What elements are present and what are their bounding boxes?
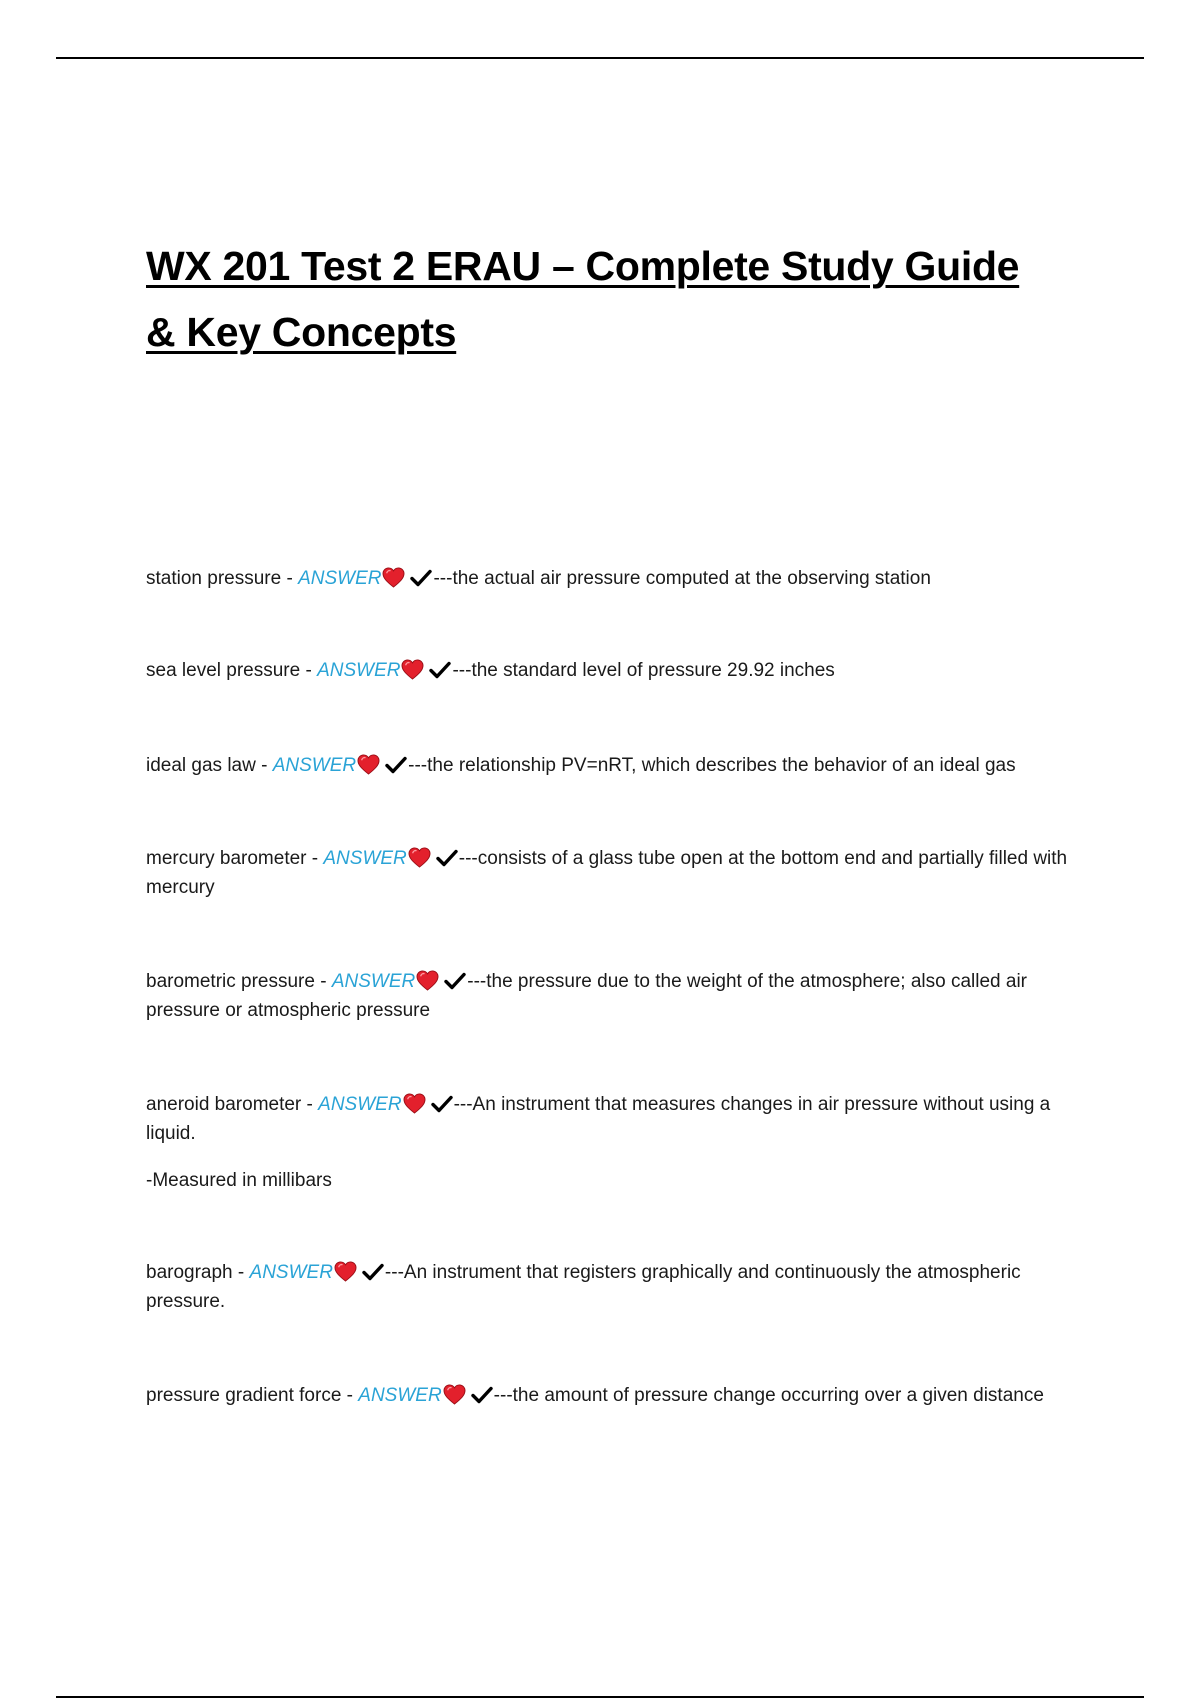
title-line-2: & Key Concepts bbox=[146, 309, 457, 355]
answer-label: ANSWER bbox=[317, 660, 401, 681]
entry-term: barometric pressure - bbox=[146, 971, 332, 992]
qa-entry-sea-level-pressure bbox=[146, 656, 1096, 685]
qa-entry-station-pressure bbox=[146, 564, 1096, 593]
entry-definition: ---An instrument that registers graphically and continuously the atmospheric pressure. bbox=[146, 1262, 1021, 1312]
entry-definition: ---the standard level of pressure 29.92 inches bbox=[452, 660, 835, 681]
red-heart-icon bbox=[401, 659, 424, 680]
red-heart-icon bbox=[403, 1093, 426, 1114]
entry-term: barograph - bbox=[146, 1262, 250, 1283]
answer-label: ANSWER bbox=[249, 1262, 333, 1283]
entry-term: aneroid barometer - bbox=[146, 1094, 319, 1115]
top-rule bbox=[56, 57, 1144, 59]
title-line-1: WX 201 Test 2 ERAU – Complete Study Guide bbox=[146, 243, 1020, 289]
entry-definition: ---An instrument that measures changes in air pressure without using a liquid. bbox=[146, 1094, 1051, 1144]
check-mark-icon bbox=[429, 661, 451, 679]
red-heart-icon bbox=[416, 970, 439, 991]
check-mark-icon bbox=[410, 569, 432, 587]
check-mark-icon bbox=[436, 849, 458, 867]
entry-definition: ---the actual air pressure computed at the observing station bbox=[433, 568, 931, 589]
qa-entry-barometric-pressure bbox=[146, 967, 1096, 1025]
qa-entry-barograph bbox=[146, 1258, 1096, 1316]
red-heart-icon bbox=[443, 1384, 466, 1405]
red-heart-icon bbox=[334, 1261, 357, 1282]
answer-label: ANSWER bbox=[358, 1385, 442, 1406]
entry-definition: ---consists of a glass tube open at the bottom end and partially filled with mercury bbox=[146, 848, 1068, 898]
answer-label: ANSWER bbox=[331, 971, 416, 992]
qa-entry-aneroid-barometer bbox=[146, 1090, 1096, 1148]
red-heart-icon bbox=[382, 567, 405, 588]
check-mark-icon bbox=[471, 1386, 493, 1404]
check-mark-icon bbox=[444, 972, 466, 990]
qa-entry-pressure-gradient-force bbox=[146, 1381, 1096, 1410]
red-heart-icon bbox=[408, 847, 431, 868]
entry-note: -Measured in millibars bbox=[146, 1170, 332, 1191]
qa-entry-mercury-barometer bbox=[146, 844, 1096, 902]
entry-definition: ---the amount of pressure change occurring over a given distance bbox=[493, 1385, 1044, 1406]
check-mark-icon bbox=[362, 1263, 384, 1281]
entry-term: mercury barometer - bbox=[146, 848, 324, 869]
qa-entry-ideal-gas-law bbox=[146, 751, 1096, 780]
check-mark-icon bbox=[385, 756, 407, 774]
answer-label: ANSWER bbox=[272, 755, 357, 776]
red-heart-icon bbox=[357, 754, 380, 775]
check-mark-icon bbox=[431, 1095, 453, 1113]
answer-label: ANSWER bbox=[298, 568, 382, 589]
entry-term: station pressure - bbox=[146, 568, 299, 589]
answer-label: ANSWER bbox=[323, 848, 407, 869]
entry-term: pressure gradient force - bbox=[146, 1385, 359, 1406]
answer-label: ANSWER bbox=[318, 1094, 402, 1115]
entry-term: ideal gas law - bbox=[146, 755, 273, 776]
entry-definition: ---the relationship PV=nRT, which describes the behavior of an ideal gas bbox=[408, 755, 1016, 776]
entry-definition: ---the pressure due to the weight of the atmosphere; also called air pressure or atmospheric pressure bbox=[146, 971, 1027, 1021]
entry-term: sea level pressure - bbox=[146, 660, 318, 681]
bottom-rule bbox=[56, 1696, 1144, 1698]
document-title bbox=[146, 233, 1096, 365]
